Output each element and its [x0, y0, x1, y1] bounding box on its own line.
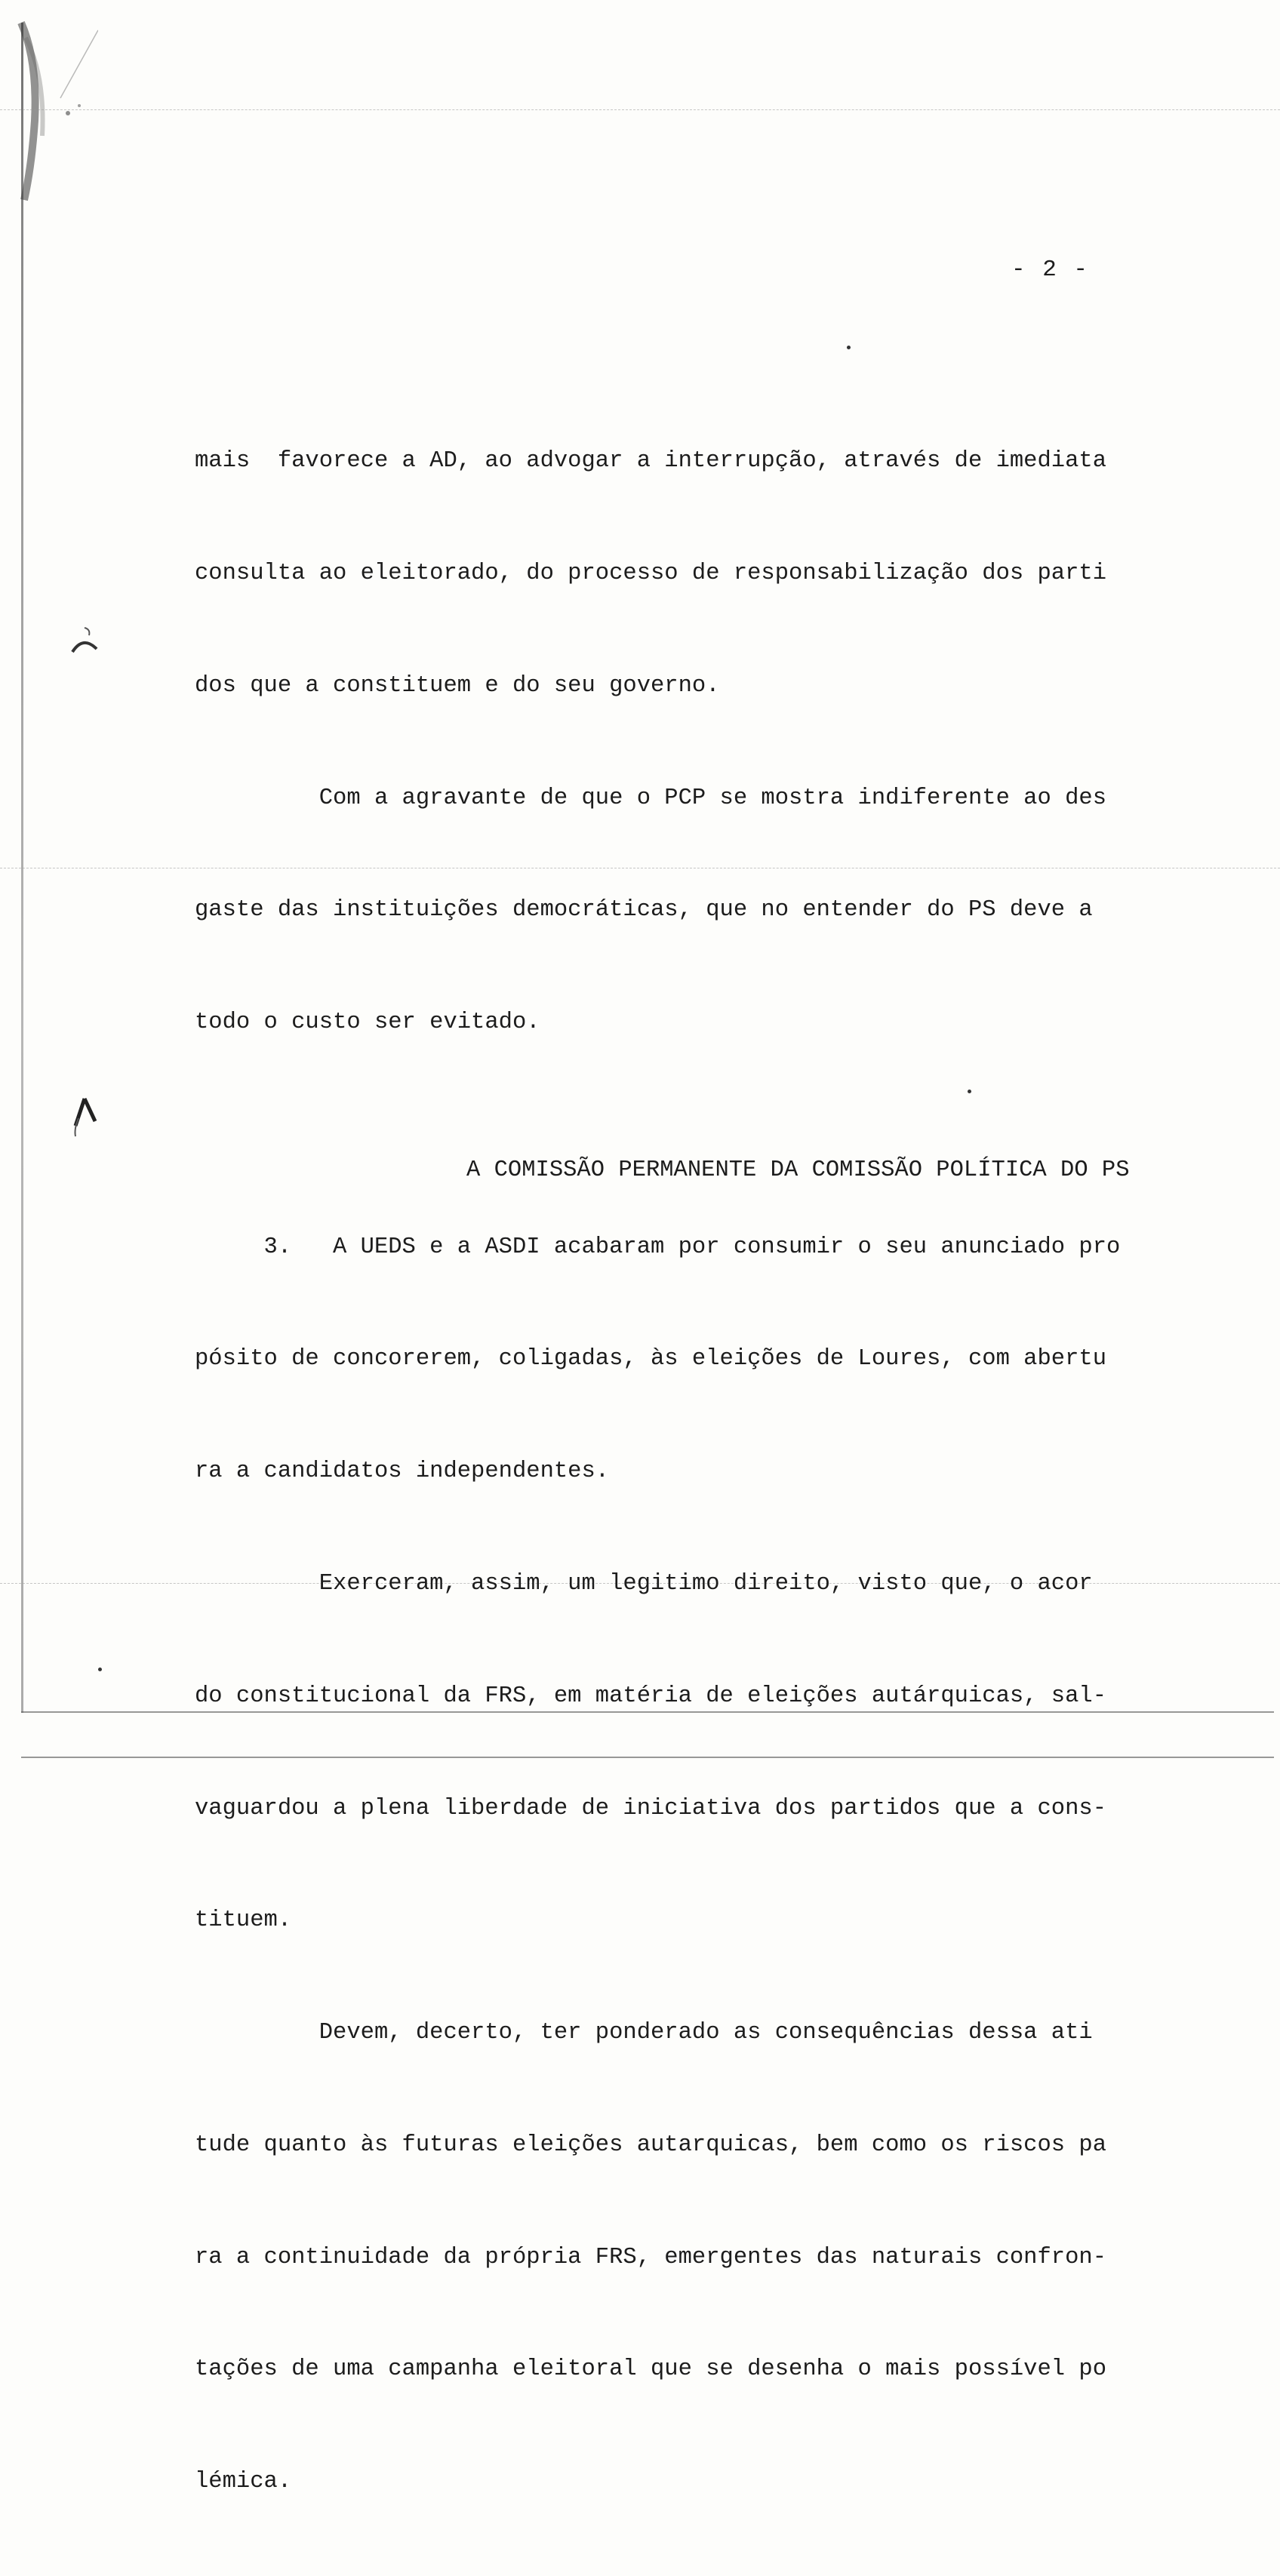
- text-line: ra a candidatos independentes.: [195, 1459, 610, 1485]
- text-line: consulta ao eleitorado, do processo de responsabilização dos parti: [195, 560, 1106, 586]
- signature-line: A COMISSÃO PERMANENTE DA COMISSÃO POLÍTICA DO PS: [466, 1157, 1130, 1183]
- scan-dashline-top: [0, 109, 1280, 110]
- text-line: ra a continuidade da própria FRS, emergentes das naturais confron-: [195, 2244, 1106, 2270]
- scan-dot: [98, 1668, 102, 1671]
- scan-dot: [847, 346, 851, 349]
- page-number: - 2 -: [1011, 257, 1090, 283]
- text-line: mais favorece a AD, ao advogar a interrupção, através de imediata: [195, 448, 1106, 475]
- text-line: tituem.: [195, 1907, 292, 1934]
- text-line: 3. A UEDS e a ASDI acabaram por consumir o seu anunciado pro: [195, 1234, 1121, 1260]
- text-line: Com a agravante de que o PCP se mostra indiferente ao des: [195, 785, 1106, 811]
- text-line: tações de uma campanha eleitoral que se desenha o mais possível po: [195, 2356, 1106, 2383]
- text-line: do constitucional da FRS, em matéria de eleições autárquicas, sal-: [195, 1683, 1106, 1709]
- text-line: pósito de concorerem, coligadas, às eleições de Loures, com abertu: [195, 1346, 1106, 1373]
- letter-body: [195, 368, 1198, 2576]
- margin-mark-lower: [69, 1096, 101, 1139]
- text-line: Exerceram, assim, um legitimo direito, visto que, o acor: [195, 1571, 1093, 1597]
- text-line: Devem, decerto, ter ponderado as consequências dessa ati: [195, 2020, 1093, 2046]
- text-line: dos que a constituem e do seu governo.: [195, 672, 720, 699]
- text-line: todo o custo ser evitado.: [195, 1010, 540, 1036]
- text-line: gaste das instituições democráticas, que no entender do PS deve a: [195, 897, 1093, 924]
- text-line: lémica.: [195, 2469, 292, 2495]
- margin-mark-upper: [69, 625, 101, 656]
- paragraph-gap: [195, 1117, 1198, 1154]
- text-line: tude quanto às futuras eleições autarquicas, bem como os riscos pa: [195, 2132, 1106, 2158]
- text-line: vaguardou a plena liberdade de iniciativa dos partidos que a cons-: [195, 1795, 1106, 1821]
